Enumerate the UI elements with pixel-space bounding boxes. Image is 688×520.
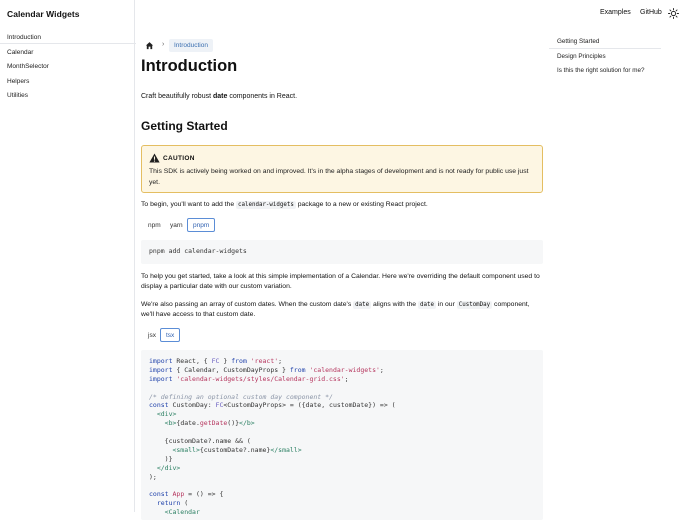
custom-dates-description: We're also passing an array of custom dates. When the custom date's date aligns with the date in our CustomDay component, we'll have access to that custom date.	[141, 301, 530, 318]
toc-divider	[549, 48, 661, 49]
code-line: <div>	[149, 410, 177, 419]
tab-npm[interactable]: npm	[148, 222, 161, 229]
code-line: import { Calendar, CustomDayProps } from 'calendar-widgets';	[149, 365, 384, 374]
sidebar-item-utilities[interactable]: Utilities	[7, 92, 28, 99]
code-line: /* defining an optional custom day component */	[149, 392, 333, 401]
caution-text: This SDK is actively being worked on and improved. It's in the alpha stages of development and is not ready for public use just yet.	[149, 168, 529, 186]
code-line: {customDate?.name && (	[149, 437, 251, 446]
code-line	[149, 384, 396, 393]
example-description: To help you get started, take a look at this simple implementation of a Calendar. Here we're overriding the default component used to display a particular date with our custom variation.	[141, 273, 540, 290]
code-line: </div>	[149, 463, 181, 472]
code-line: );	[149, 472, 157, 481]
install-code-block[interactable]	[141, 240, 543, 264]
examples-link[interactable]: Examples	[600, 9, 631, 16]
warning-icon	[149, 153, 160, 163]
caution-callout	[141, 145, 543, 193]
sun-icon[interactable]	[668, 8, 679, 19]
code-line: import React, { FC } from 'react';	[149, 357, 283, 365]
home-icon[interactable]	[145, 41, 154, 50]
section-title-getting-started: Getting Started	[141, 119, 228, 133]
sidebar	[0, 0, 135, 512]
code-line: <Calendar	[149, 508, 200, 517]
sidebar-item-monthselector[interactable]: MonthSelector	[7, 63, 49, 70]
install-instructions: To begin, you'll want to add the calendar-widgets package to a new or existing React project.	[141, 201, 428, 208]
example-code-block[interactable]	[141, 350, 543, 520]
install-command: pnpm add calendar-widgets	[149, 247, 247, 255]
code-line: return (	[149, 499, 189, 508]
tab-pnpm[interactable]: pnpm	[187, 218, 215, 232]
toc-item-getting-started[interactable]: Getting Started	[557, 38, 600, 45]
breadcrumb-current[interactable]: Introduction	[169, 39, 213, 52]
toc-item-design-principles[interactable]: Design Principles	[557, 53, 606, 60]
brand-title[interactable]: Calendar Widgets	[7, 9, 80, 19]
sidebar-item-introduction[interactable]: Introduction	[7, 34, 41, 41]
intro-text: Craft beautifully robust date components in React.	[141, 93, 298, 100]
breadcrumb-separator: ›	[162, 41, 165, 48]
code-line: const App = () => {	[149, 490, 224, 499]
code-line: const CustomDay: FC<CustomDayProps> = ({date, customDate}) => (	[149, 401, 396, 410]
toc-item-right-solution[interactable]: Is this the right solution for me?	[557, 67, 645, 74]
code-line	[149, 428, 396, 437]
sidebar-item-helpers[interactable]: Helpers	[7, 77, 30, 85]
page-title: Introduction	[141, 57, 238, 75]
tab-yarn[interactable]: yarn	[170, 222, 183, 229]
code-line: <small>{customDate?.name}</small>	[149, 445, 302, 454]
code-line	[149, 481, 396, 490]
caution-title: CAUTION	[163, 154, 195, 162]
code-lines	[149, 357, 396, 517]
sidebar-item-calendar[interactable]: Calendar	[7, 48, 34, 56]
tab-tsx[interactable]: tsx	[160, 328, 180, 342]
code-line: )}	[149, 454, 173, 463]
code-line: <b>{date.getDate()}</b>	[149, 419, 255, 428]
github-link[interactable]: GitHub	[640, 9, 662, 16]
code-line: import 'calendar-widgets/styles/Calendar-grid.css';	[149, 374, 349, 383]
tab-jsx[interactable]: jsx	[148, 332, 156, 339]
